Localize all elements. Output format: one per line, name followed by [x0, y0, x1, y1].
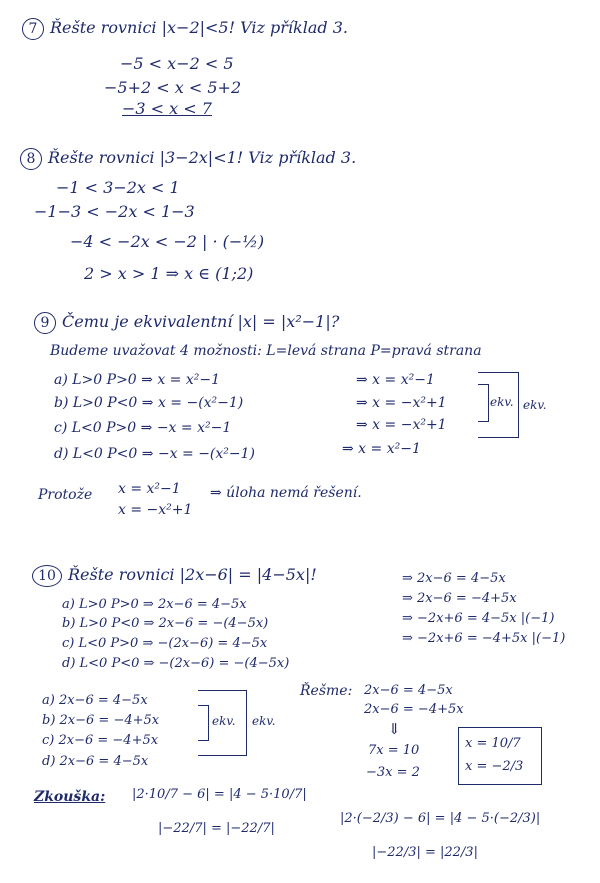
problem-number-10: 10 — [32, 565, 62, 587]
problem-10-heading — [32, 565, 317, 587]
problem-7-text: Řešte rovnici |x−2|<5! Viz příklad 3. — [50, 18, 348, 37]
p10-check-4: |−22/3| = |22/3| — [372, 845, 478, 860]
p10-solve-label: Řešme: — [300, 683, 353, 699]
problem-9-heading — [34, 312, 339, 334]
p9-case-d: d) L<0 P<0 ⇒ −x = −(x²−1) — [54, 446, 256, 462]
p10-case-a: a) L>0 P>0 ⇒ 2x−6 = 4−5x — [62, 597, 247, 612]
p9-ekv-inner: ekv. — [490, 395, 514, 409]
p10-answer-2: x = −2/3 — [465, 759, 524, 774]
down-arrow-icon: ⇓ — [388, 720, 401, 738]
p9-because-eq-1: x = x²−1 — [118, 481, 181, 497]
p9-simplified-c: ⇒ x = −x²+1 — [356, 417, 447, 433]
p10-check-3: |2·(−2/3) − 6| = |4 − 5·(−2/3)| — [340, 811, 541, 826]
p10-simplified-c: ⇒ −2x+6 = 4−5x |(−1) — [402, 611, 555, 626]
p10-solve-eq-4: −3x = 2 — [366, 765, 420, 780]
p8-result: 2 > x > 1 ⇒ x ∈ (1;2) — [84, 264, 254, 283]
p7-result: −3 < x < 7 — [122, 99, 212, 118]
problem-9-text: Čemu je ekvivalentní |x| = |x²−1|? — [62, 312, 340, 331]
p10-solve-eq-3: 7x = 10 — [368, 743, 420, 758]
p10-check-label: Zkouška: — [34, 789, 106, 805]
p10-summary-d: d) 2x−6 = 4−5x — [42, 754, 149, 769]
problem-7-heading — [22, 18, 348, 40]
p10-solve-eq-2: 2x−6 = −4+5x — [364, 702, 464, 717]
p10-simplified-a: ⇒ 2x−6 = 4−5x — [402, 571, 506, 586]
p9-case-a: a) L>0 P>0 ⇒ x = x²−1 — [54, 372, 221, 388]
p9-simplified-b: ⇒ x = −x²+1 — [356, 395, 447, 411]
problem-number-8: 8 — [20, 148, 42, 170]
problem-number-9: 9 — [34, 312, 56, 334]
p8-line-1: −1 < 3−2x < 1 — [56, 178, 180, 197]
p9-conclusion: ⇒ úloha nemá řešení. — [210, 485, 362, 501]
p9-case-c: c) L<0 P>0 ⇒ −x = x²−1 — [54, 420, 232, 436]
problem-number-7: 7 — [22, 18, 44, 40]
p10-ekv-outer: ekv. — [252, 714, 276, 728]
p10-ekv-inner: ekv. — [212, 714, 236, 728]
p9-intro: Budeme uvažovat 4 možnosti: L=levá strana P=pravá strana — [50, 343, 482, 359]
p9-case-b: b) L>0 P<0 ⇒ x = −(x²−1) — [54, 395, 244, 411]
p7-line-2: −5+2 < x < 5+2 — [104, 78, 242, 97]
p10-case-d: d) L<0 P<0 ⇒ −(2x−6) = −(4−5x) — [62, 656, 290, 671]
p10-solve-eq-1: 2x−6 = 4−5x — [364, 683, 453, 698]
p9-outer-bracket — [478, 372, 519, 438]
p9-ekv-outer: ekv. — [523, 398, 547, 412]
problem-8-text: Řešte rovnici |3−2x|<1! Viz příklad 3. — [48, 148, 357, 167]
p10-simplified-d: ⇒ −2x+6 = −4+5x |(−1) — [402, 631, 566, 646]
p8-line-2: −1−3 < −2x < 1−3 — [34, 202, 195, 221]
p10-check-2: |−22/7| = |−22/7| — [158, 821, 275, 836]
p10-answer-box — [458, 727, 542, 785]
p10-outer-bracket — [198, 690, 247, 756]
p9-simplified-d: ⇒ x = x²−1 — [342, 441, 421, 457]
p8-line-3: −4 < −2x < −2 | · (−½) — [70, 232, 265, 251]
p10-case-c: c) L<0 P>0 ⇒ −(2x−6) = 4−5x — [62, 636, 268, 651]
p9-because-eq-2: x = −x²+1 — [118, 502, 193, 518]
problem-10-text: Řešte rovnici |2x−6| = |4−5x|! — [68, 565, 317, 584]
p10-case-b: b) L>0 P<0 ⇒ 2x−6 = −(4−5x) — [62, 616, 269, 631]
p9-because-label: Protože — [38, 487, 93, 503]
p10-summary-a: a) 2x−6 = 4−5x — [42, 693, 148, 708]
p10-answer-1: x = 10/7 — [465, 736, 521, 751]
p10-check-1: |2·10/7 − 6| = |4 − 5·10/7| — [132, 787, 307, 802]
p10-simplified-b: ⇒ 2x−6 = −4+5x — [402, 591, 517, 606]
p7-line-1: −5 < x−2 < 5 — [120, 54, 234, 73]
p10-summary-b: b) 2x−6 = −4+5x — [42, 713, 160, 728]
p10-summary-c: c) 2x−6 = −4+5x — [42, 733, 159, 748]
problem-8-heading — [20, 148, 356, 170]
p9-simplified-a: ⇒ x = x²−1 — [356, 372, 435, 388]
